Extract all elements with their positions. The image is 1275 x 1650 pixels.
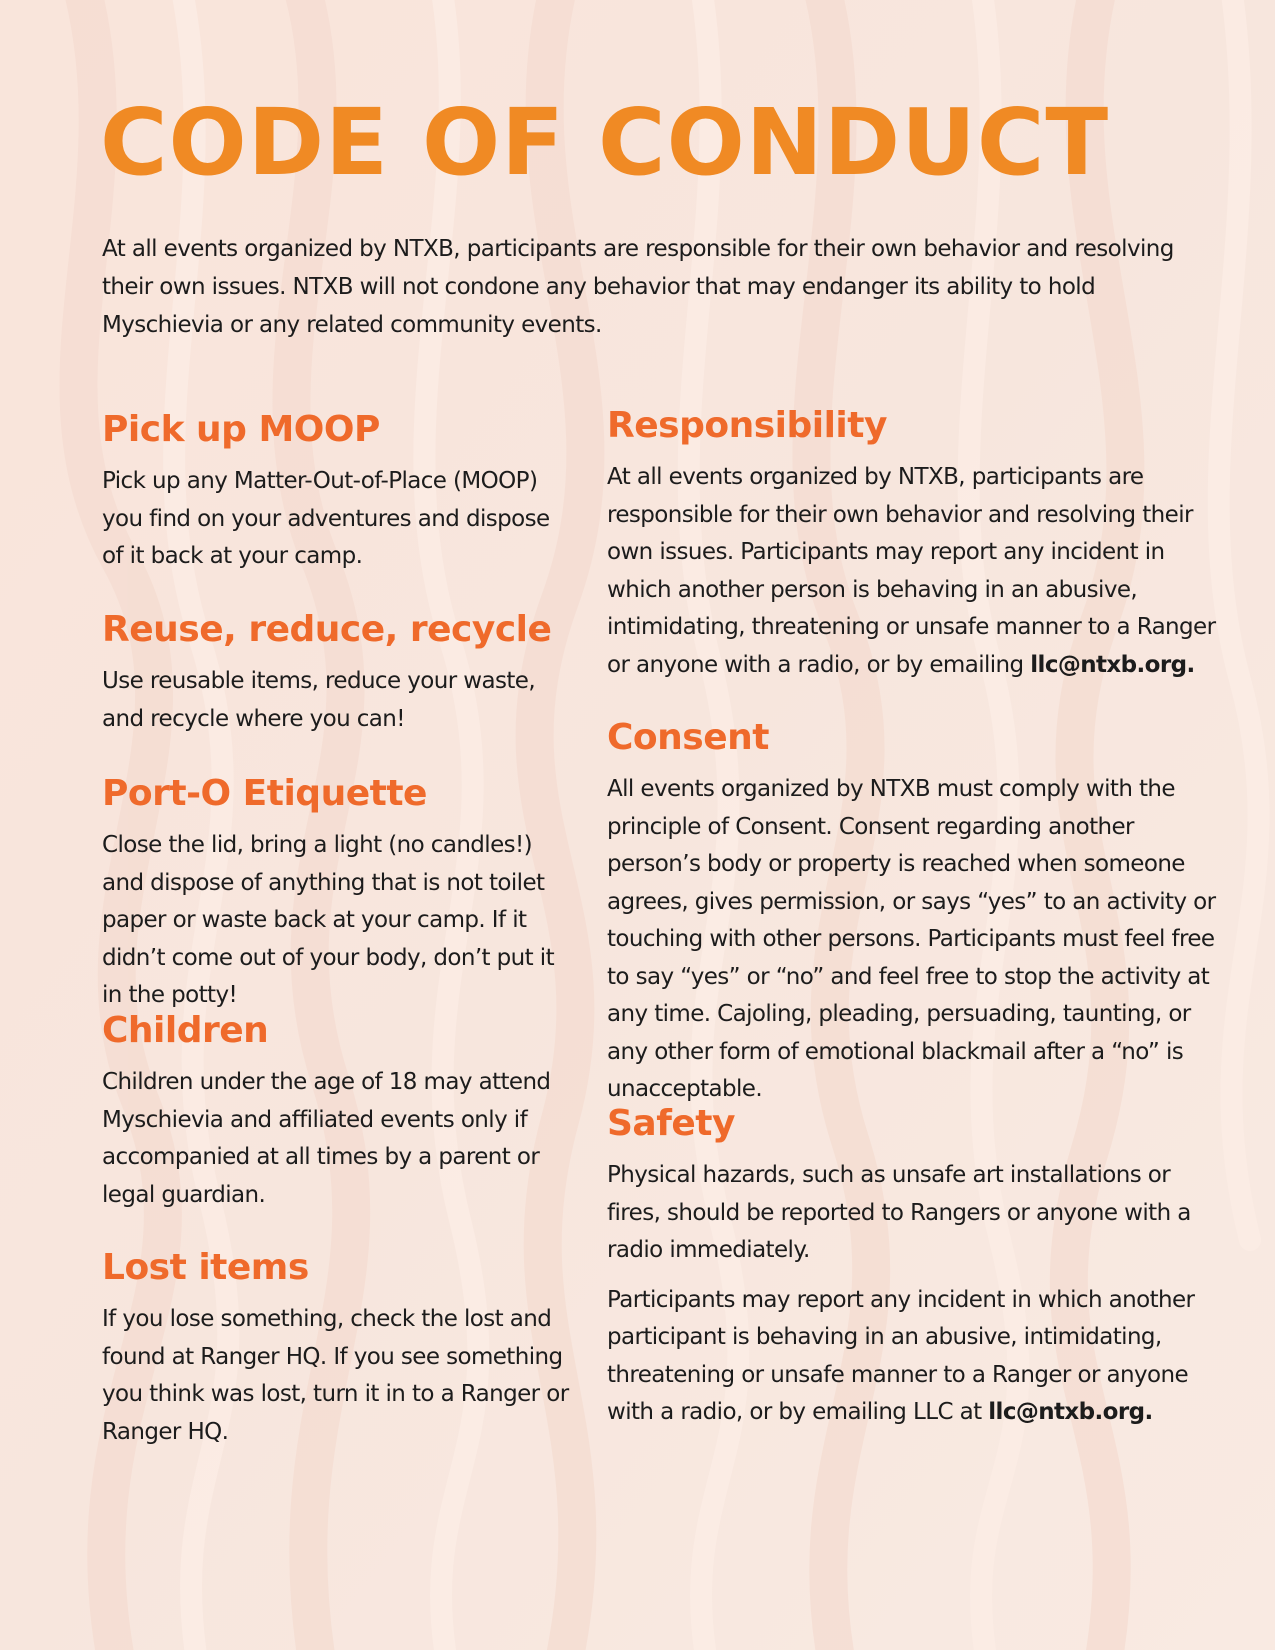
section-heading: Port-O Etiquette bbox=[102, 773, 427, 814]
section-heading: Children bbox=[102, 1010, 269, 1051]
section-body: Children under the age of 18 may attend Myschievia and affiliated events only if accompanied at all times by a parent or legal guardian. bbox=[102, 1069, 551, 1208]
section-moop bbox=[102, 408, 572, 576]
email-link[interactable]: llc@ntxb.org. bbox=[988, 1399, 1153, 1425]
section-body: Physical hazards, such as unsafe art installations or fires, should be reported to Rangers or anyone with a radio immediately. bbox=[607, 1162, 1191, 1263]
section-heading: Responsibility bbox=[607, 405, 887, 446]
section-safety bbox=[607, 1102, 1217, 1432]
section-body bbox=[607, 459, 1217, 684]
section-body: Pick up any Matter-Out-of-Place (MOOP) you find on your adventures and dispose of it back at your camp. bbox=[102, 468, 550, 569]
section-consent bbox=[607, 716, 1217, 1109]
section-heading: Consent bbox=[607, 717, 769, 758]
body-text: Participants may report any incident in which another participant is behaving in an abusive, intimidating, threatening or unsafe manner to a Ranger or anyone with a radio, or by emailing LLC at bbox=[607, 1286, 1195, 1425]
section-heading: Safety bbox=[607, 1103, 735, 1144]
section-heading: Reuse, reduce, recycle bbox=[102, 609, 552, 650]
section-body: If you lose something, check the lost and found at Ranger HQ. If you see something you think was lost, turn it in to a Ranger or Ranger HQ. bbox=[102, 1306, 569, 1445]
section-responsibility bbox=[607, 404, 1217, 684]
page-title: CODE OF CONDUCT bbox=[100, 89, 1110, 196]
intro-paragraph: At all events organized by NTXB, participants are responsible for their own behavior and resolving their own issues. NTXB will not condone any behavior that may endanger its ability to hold Myschievia or any related community events. bbox=[102, 236, 1174, 338]
email-link[interactable]: llc@ntxb.org. bbox=[1030, 651, 1195, 678]
section-reuse bbox=[102, 608, 572, 738]
section-children bbox=[102, 1009, 572, 1214]
section-body: All events organized by NTXB must comply with the principle of Consent. Consent regarding another person’s body or property is reached when someone agrees, gives permission, or says “yes” to an activity or touching with other persons. Participants must feel free to say “yes” or “no” and feel free to stop the activity at any time. Cajoling, pleading, persuading, taunting, or any other form of emotional blackmail after a “no” is unacceptable. bbox=[607, 776, 1216, 1102]
section-lost-items bbox=[102, 1246, 572, 1451]
section-body: Close the lid, bring a light (no candles!) and dispose of anything that is not toilet paper or waste back at your camp. If it didn’t come out of your body, don’t put it in the potty! bbox=[102, 832, 554, 1008]
section-body: Use reusable items, reduce your waste, and recycle where you can! bbox=[102, 668, 536, 732]
section-heading: Pick up MOOP bbox=[102, 409, 380, 450]
section-heading: Lost items bbox=[102, 1247, 309, 1288]
body-text: At all events organized by NTXB, participants are responsible for their own behavior and resolving their own issues. Participants may report any incident in which another person is behaving in an abusive, intimidating, threatening or unsafe manner to a Ranger or anyone with a radio, or by emailing bbox=[607, 464, 1216, 678]
section-body bbox=[607, 1282, 1217, 1432]
section-port-o bbox=[102, 772, 572, 1015]
